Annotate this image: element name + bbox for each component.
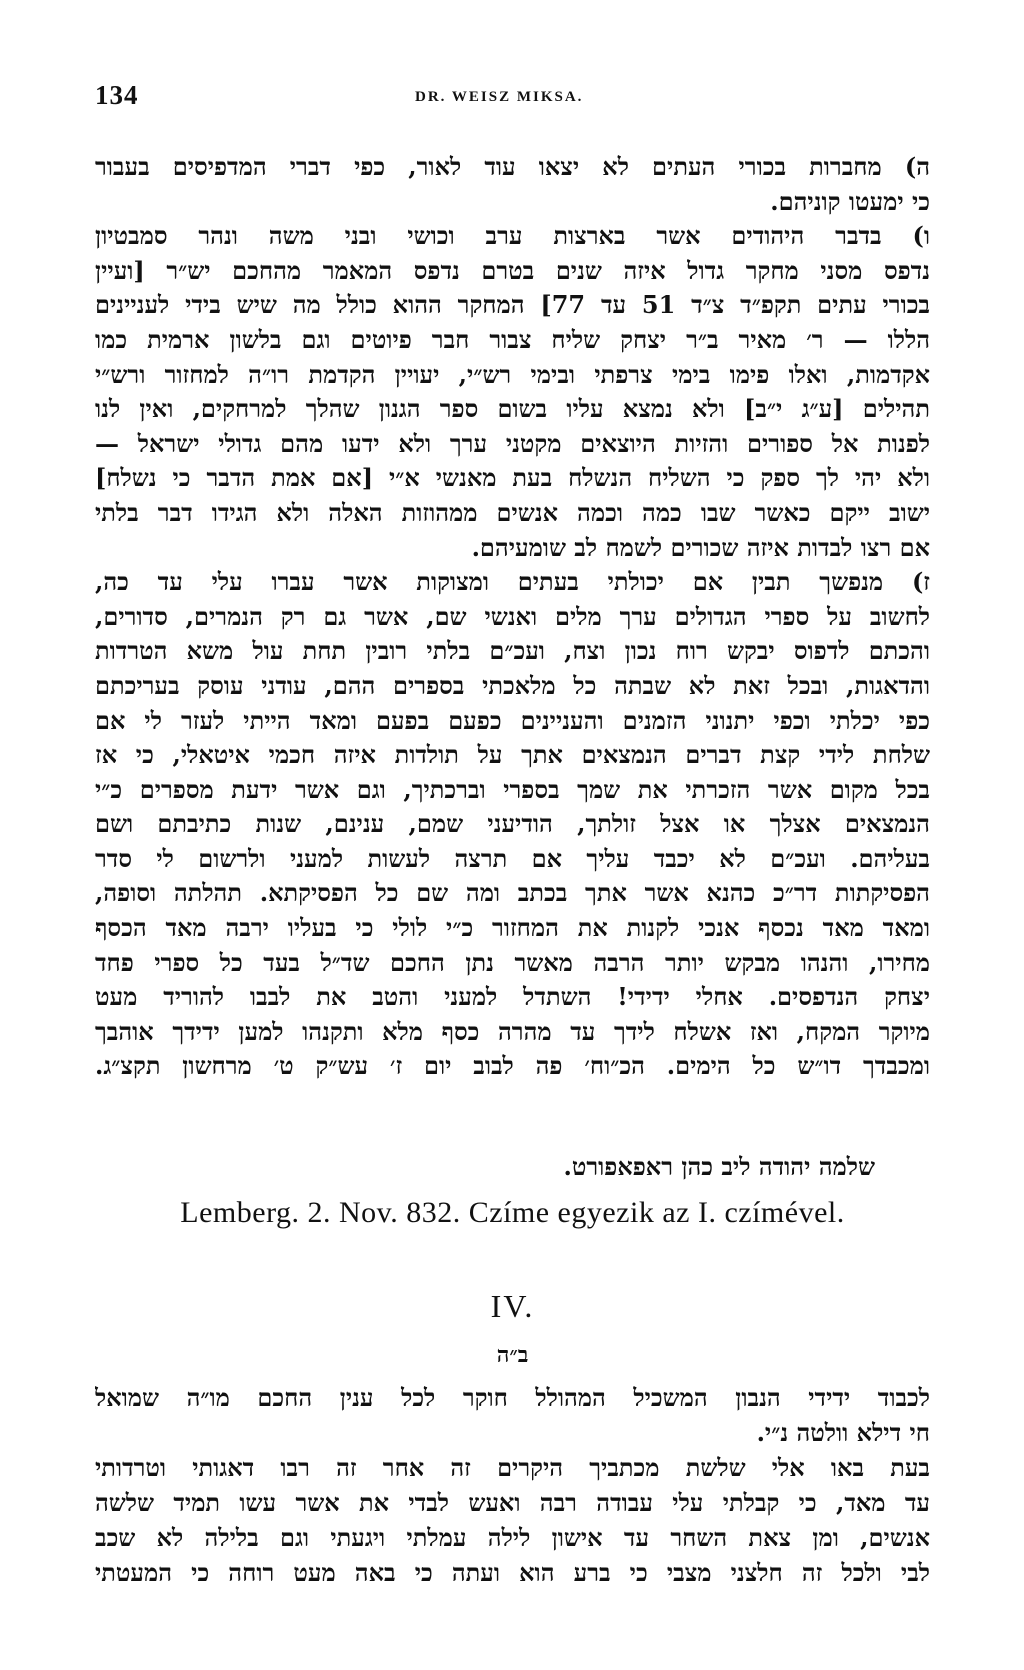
text-line: שלחת לידי קצת דברים הנמצאים אתך על תולדות איזה חכמי איטאלי, כי אז [95, 740, 930, 770]
text-line: הללו — ר׳ מאיר ב״ר יצחק שליח צבור חבר פיוטים וגם בלשון ארמית כמו [95, 324, 930, 354]
text-line: בכל מקום אשר הזכרתי את שמך בספרי וברכתיך, וגם אשר ידעת מספרים כ״י [95, 774, 930, 804]
text-line: ומאד מאד נכסף אנכי לקנות את המחזור כ״י לולי כי בעליו ירבה מאד הכסף [95, 913, 930, 943]
section-heading: ב״ה [496, 1342, 529, 1368]
text-line: אנשים, ומן צאת השחר עד אישון לילה עמלתי ויגעתי וגם בלילה לא שכב [95, 1523, 930, 1552]
letter-1-signature: שלמה יהודה ליב כהן ראפאפורט. [563, 1152, 875, 1181]
text-line: והדאגות, ובכל זאת לא שבתה כל מלאכתי בספרים ההם, עודני עוסק בעריכתם [95, 670, 930, 700]
text-line: אם רצו לבדות איזה שכורים לשמח לב שומעיהם. [471, 532, 930, 562]
text-line: ז) מנפשך תבין אם יכולתי בעתים ומצוקות אשר עברו עלי עד כה, [95, 567, 930, 597]
text-line: ומכבדך דו״ש כל הימים. הכ״וח׳ פה לבוב יום ז׳ עש״ק ט׳ מרחשון תקצ״ג. [95, 1051, 930, 1081]
editor-note: Lemberg. 2. Nov. 832. Czíme egyezik az I. czímével. [180, 1196, 845, 1229]
text-line: הנמצאים אצלך או אצל זולתך, הודיעני שמם, ענינם, שנות כתיבתם ושם [95, 809, 930, 839]
text-line: נדפס מסני מחקר גדול איזה שנים בטרם נדפס המאמר מהחכם יש״ר [ועיין [95, 255, 930, 285]
text-line: בכורי עתים תקפ״ד צ״ד 51 עד 77] המחקר ההוא כולל מה שיש בידי לעניינים [95, 290, 930, 320]
text-line: כי ימעטו קוניהם. [770, 186, 930, 216]
text-line: הפסיקתות דר״כ כהנא אשר אתך בכתב ומה שם כל הפסיקתא. תהלתה וסופה, [95, 878, 930, 908]
text-line: ו) בדבר היהודים אשר בארצות ערב וכושי ובני משה ונהר סמבטיון [95, 221, 930, 251]
text-line: לבי ולכל זה חלצני מצבי כי ברע הוא ועתה כי באה מעט רוחה כי המעטתי [95, 1558, 930, 1587]
text-line: בעת באו אלי שלשת מכתביך היקרים זה אחר זה רבו דאגותי וטרדותי [95, 1453, 930, 1482]
text-line: אקדמות, ואלו פימו בימי צרפתי ובימי רש״י, יעויין הקדמת רו״ה למחזור ורש״י [95, 359, 930, 389]
text-line: ולא יהי לך ספק כי השליח הנשלח בעת מאנשי א״י [אם אמת הדבר כי נשלח] [95, 463, 930, 493]
text-line: תהילים [ע״ג י״ב] ולא נמצא עליו בשום ספר הגנון שהלך למרחקים, ואין לנו [95, 394, 930, 424]
letter-1-body [95, 150, 930, 1084]
text-line: ישוב ייקם כאשר שבו כמה וכמה אנשים ממהוזות האלה ולא הגידו דבר בלתי [95, 497, 930, 527]
section-numeral: IV. [490, 1288, 535, 1324]
text-line: לפנות אל ספורים והזיות היוצאים מקטני ערך ולא ידעו מהם גדולי ישראל — [95, 428, 930, 458]
page-number: 134 [95, 80, 139, 110]
text-line: מיוקר המקח, ואז אשלח לידך עד מהרה כסף מלא ותקנהו למען ידידך אוהבך [95, 1016, 930, 1046]
text-line: כפי יכלתי וכפי יתנוני הזמנים והעניינים כפעם בפעם ומאד הייתי לעזר לי אם [95, 705, 930, 735]
text-line: עד מאד, כי קבלתי עלי עבודה רבה ואעש לבדי את אשר עשו תמיד שלשה [95, 1488, 930, 1517]
running-title: DR. WEISZ MIKSA. [415, 89, 584, 105]
text-line: בעליהם. ועכ״ם לא יכבד עליך אם תרצה לעשות למעני ולרשום לי סדר [95, 843, 930, 873]
salutation-line: חי דילא וולטה נ״י. [756, 1418, 930, 1447]
letter-2-body [95, 1380, 930, 1590]
text-line: ה) מחברות בכורי העתים לא יצאו עוד לאור, כפי דברי המדפיסים בעבור [95, 152, 930, 181]
running-head [95, 80, 930, 120]
salutation-line: לכבוד ידידי הנבון המשכיל המהולל חוקר לכל ענין החכם מו״ה שמואל [95, 1383, 930, 1412]
text-line: והכתם לדפוס יבקש רוח נכון וצח, ועכ״ם בלתי רובין תחת עול משא הטרדות [95, 636, 930, 666]
text-line: לחשוב על ספרי הגדולים ערך מלים ואנשי שם, אשר גם רק הנמרים, סדורים, [95, 601, 930, 631]
text-line: מחירו, והנהו מבקש יותר הרבה מאשר נתן החכם שד״ל בעד כל ספרי פחד [95, 947, 930, 977]
text-line: יצחק הנדפסים. אחלי ידידי! השתדל למעני והטב את לבבו להוריד מעט [95, 982, 930, 1012]
